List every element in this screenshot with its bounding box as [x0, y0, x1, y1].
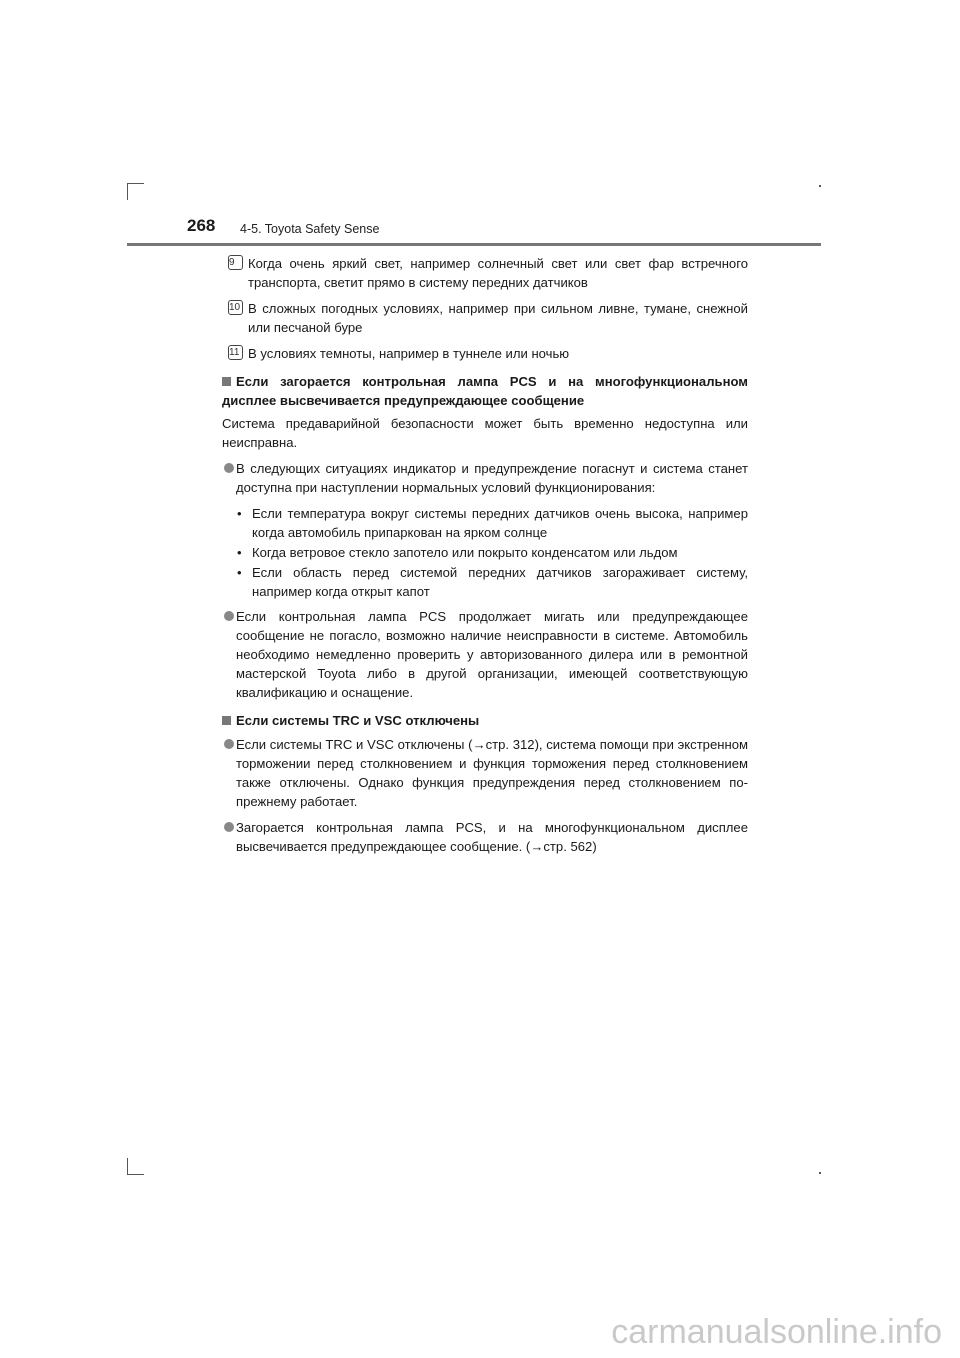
numbered-item-text: В сложных погодных условиях, например при сильном ливне, тумане, снежной или песчаной буре [248, 301, 748, 335]
bullet-text: Если контрольная лампа PCS продолжает мигать или предупреждающее сообщение не погасло, возможно наличие неисправности в системе. Автомобиль необходимо немедленно проверить у авторизованного дилера или в ремонтной мастерской Toyota либо в другой организации, имеющей соответствующую квалификацию и оснащение. [236, 609, 748, 700]
sub-item: • Если область перед системой передних датчиков загораживает систему, например когда открыт капот [237, 565, 748, 599]
bullet-item [222, 459, 748, 497]
section-heading: Если системы TRC и VSC отключены [222, 711, 748, 730]
sub-item: • Когда ветровое стекло запотело или покрыто конденсатом или льдом [237, 545, 678, 560]
number-badge: 10 [228, 300, 243, 315]
number-badge: 9 [228, 255, 243, 270]
square-bullet-icon [222, 377, 231, 386]
numbered-item-text: Когда очень яркий свет, например солнечный свет или свет фар встречного транспорта, светит прямо в систему передних датчиков [248, 256, 748, 290]
dot-marker-icon: • [237, 565, 242, 580]
numbered-item [222, 254, 748, 292]
section-title: 4-5. Toyota Safety Sense [240, 222, 380, 236]
header-rule [127, 243, 821, 246]
section-intro: Система предаварийной безопасности может быть временно недоступна или неисправна. [222, 416, 748, 450]
bullet-text: Загорается контрольная лампа PCS, и на многофункциональном дисплее высвечивается предупреждающее сообщение. (→стр. 562) [236, 820, 748, 854]
crop-mark-top-right [819, 185, 821, 187]
crop-mark-top-left-h [127, 183, 144, 184]
numbered-item-text: В условиях темноты, например в туннеле или ночью [248, 346, 570, 361]
bullet-item [222, 607, 748, 702]
circle-bullet-icon [224, 611, 234, 621]
numbered-item [222, 299, 748, 337]
circle-bullet-icon [224, 463, 234, 473]
page-number: 268 [187, 216, 216, 235]
crop-mark-bottom-right [819, 1172, 821, 1174]
circle-bullet-icon [224, 822, 234, 832]
dot-marker-icon: • [237, 506, 242, 521]
crop-mark-bottom-left-h [127, 1174, 144, 1175]
bullet-item [222, 818, 748, 856]
crop-mark-top-left-v [127, 183, 128, 200]
bullet-item [222, 735, 748, 811]
bullet-text: Если системы TRC и VSC отключены (→стр. 312), система помощи при экстренном торможении перед столкновением и функция торможения перед столкновением также отключены. Однако функция предупреждения перед столкновением по-прежнему работает. [236, 737, 748, 809]
circle-bullet-icon [224, 739, 234, 749]
number-badge: 11 [228, 345, 243, 360]
square-bullet-icon [222, 716, 231, 725]
sub-item: • Если температура вокруг системы передних датчиков очень высока, например когда автомобиль припаркован на ярком солнце [237, 506, 748, 540]
bullet-text: В следующих ситуациях индикатор и предупреждение погаснут и система станет доступна при наступлении нормальных условий функционирования: [236, 461, 748, 495]
crop-mark-bottom-left-v [127, 1158, 128, 1175]
section-heading: Если загорается контрольная лампа PCS и на многофункциональном дисплее высвечивается предупреждающее сообщение [222, 374, 748, 408]
dot-marker-icon: • [237, 545, 242, 560]
numbered-item [222, 344, 748, 363]
watermark: carmanualsonline.info [611, 1313, 942, 1351]
page-content [222, 254, 748, 863]
